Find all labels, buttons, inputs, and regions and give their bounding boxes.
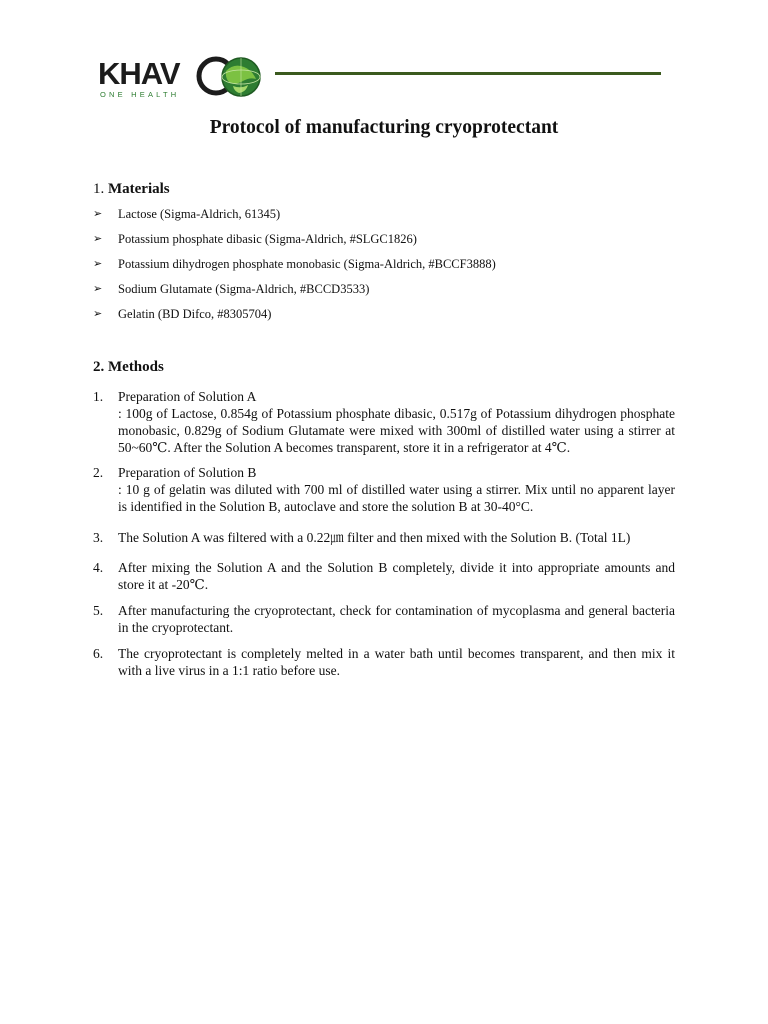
arrow-bullet-icon: ➢ (93, 233, 103, 245)
globe-logo-icon (196, 55, 266, 99)
material-label: Lactose (Sigma-Aldrich, 61345) (118, 207, 281, 221)
step-text: : 10 g of gelatin was diluted with 700 ml of distilled water using a stirrer. Mix until no apparent layer is identified in the Solution B, autoclave and store the solution B at 30-40°C. (118, 482, 675, 514)
material-label: Potassium phosphate dibasic (Sigma-Aldrich, #SLGC1826) (118, 232, 417, 246)
arrow-bullet-icon: ➢ (93, 308, 103, 320)
logo-tagline: ONE HEALTH (100, 90, 180, 99)
step-number: 5. (93, 603, 104, 618)
method-step-2 (93, 464, 675, 515)
step-number: 3. (93, 530, 104, 545)
arrow-bullet-icon: ➢ (93, 208, 103, 220)
method-step-5 (93, 602, 675, 636)
material-label: Gelatin (BD Difco, #8305704) (118, 307, 272, 321)
step-number: 4. (93, 560, 104, 575)
materials-heading (93, 179, 170, 199)
material-label: Sodium Glutamate (Sigma-Aldrich, #BCCD3533) (118, 282, 370, 296)
arrow-bullet-icon: ➢ (93, 283, 103, 295)
logo-wordmark: KHAV (98, 56, 180, 91)
method-step-3 (93, 529, 675, 546)
step-title: Preparation of Solution A (118, 389, 257, 404)
document-title: Protocol of manufacturing cryoprotectant (209, 117, 559, 138)
materials-number: 1. (93, 181, 105, 197)
step-number: 6. (93, 646, 104, 661)
step-title: Preparation of Solution B (118, 465, 257, 480)
header-rule (275, 72, 661, 75)
method-step-1 (93, 388, 675, 456)
arrow-bullet-icon: ➢ (93, 258, 103, 270)
step-number: 1. (93, 389, 104, 404)
brand-logo (98, 55, 268, 100)
step-text: After mixing the Solution A and the Solution B completely, divide it into appropriate amounts and store it at -20℃. (118, 560, 675, 592)
method-step-6 (93, 645, 675, 679)
step-text: : 100g of Lactose, 0.854g of Potassium phosphate dibasic, 0.517g of Potassium dihydrogen phosphate monobasic, 0.829g of Sodium Glutamate were mixed with 300ml of distilled water using a stirrer at 50~60℃. After the Solution A becomes transparent, store it in a refrigerator at 4℃. (118, 406, 675, 455)
materials-heading-label: Materials (108, 181, 170, 197)
method-step-4 (93, 559, 675, 593)
step-text: The Solution A was filtered with a 0.22㎛ filter and then mixed with the Solution B. (Total 1L) (118, 530, 631, 545)
methods-heading (93, 357, 164, 377)
methods-heading-label: 2. Methods (93, 359, 164, 375)
step-text: After manufacturing the cryoprotectant, check for contamination of mycoplasma and general bacteria in the cryoprotectant. (118, 603, 675, 635)
material-label: Potassium dihydrogen phosphate monobasic (Sigma-Aldrich, #BCCF3888) (118, 257, 496, 271)
step-number: 2. (93, 465, 104, 480)
step-text: The cryoprotectant is completely melted in a water bath until becomes transparent, and then mix it with a live virus in a 1:1 ratio before use. (118, 646, 675, 678)
